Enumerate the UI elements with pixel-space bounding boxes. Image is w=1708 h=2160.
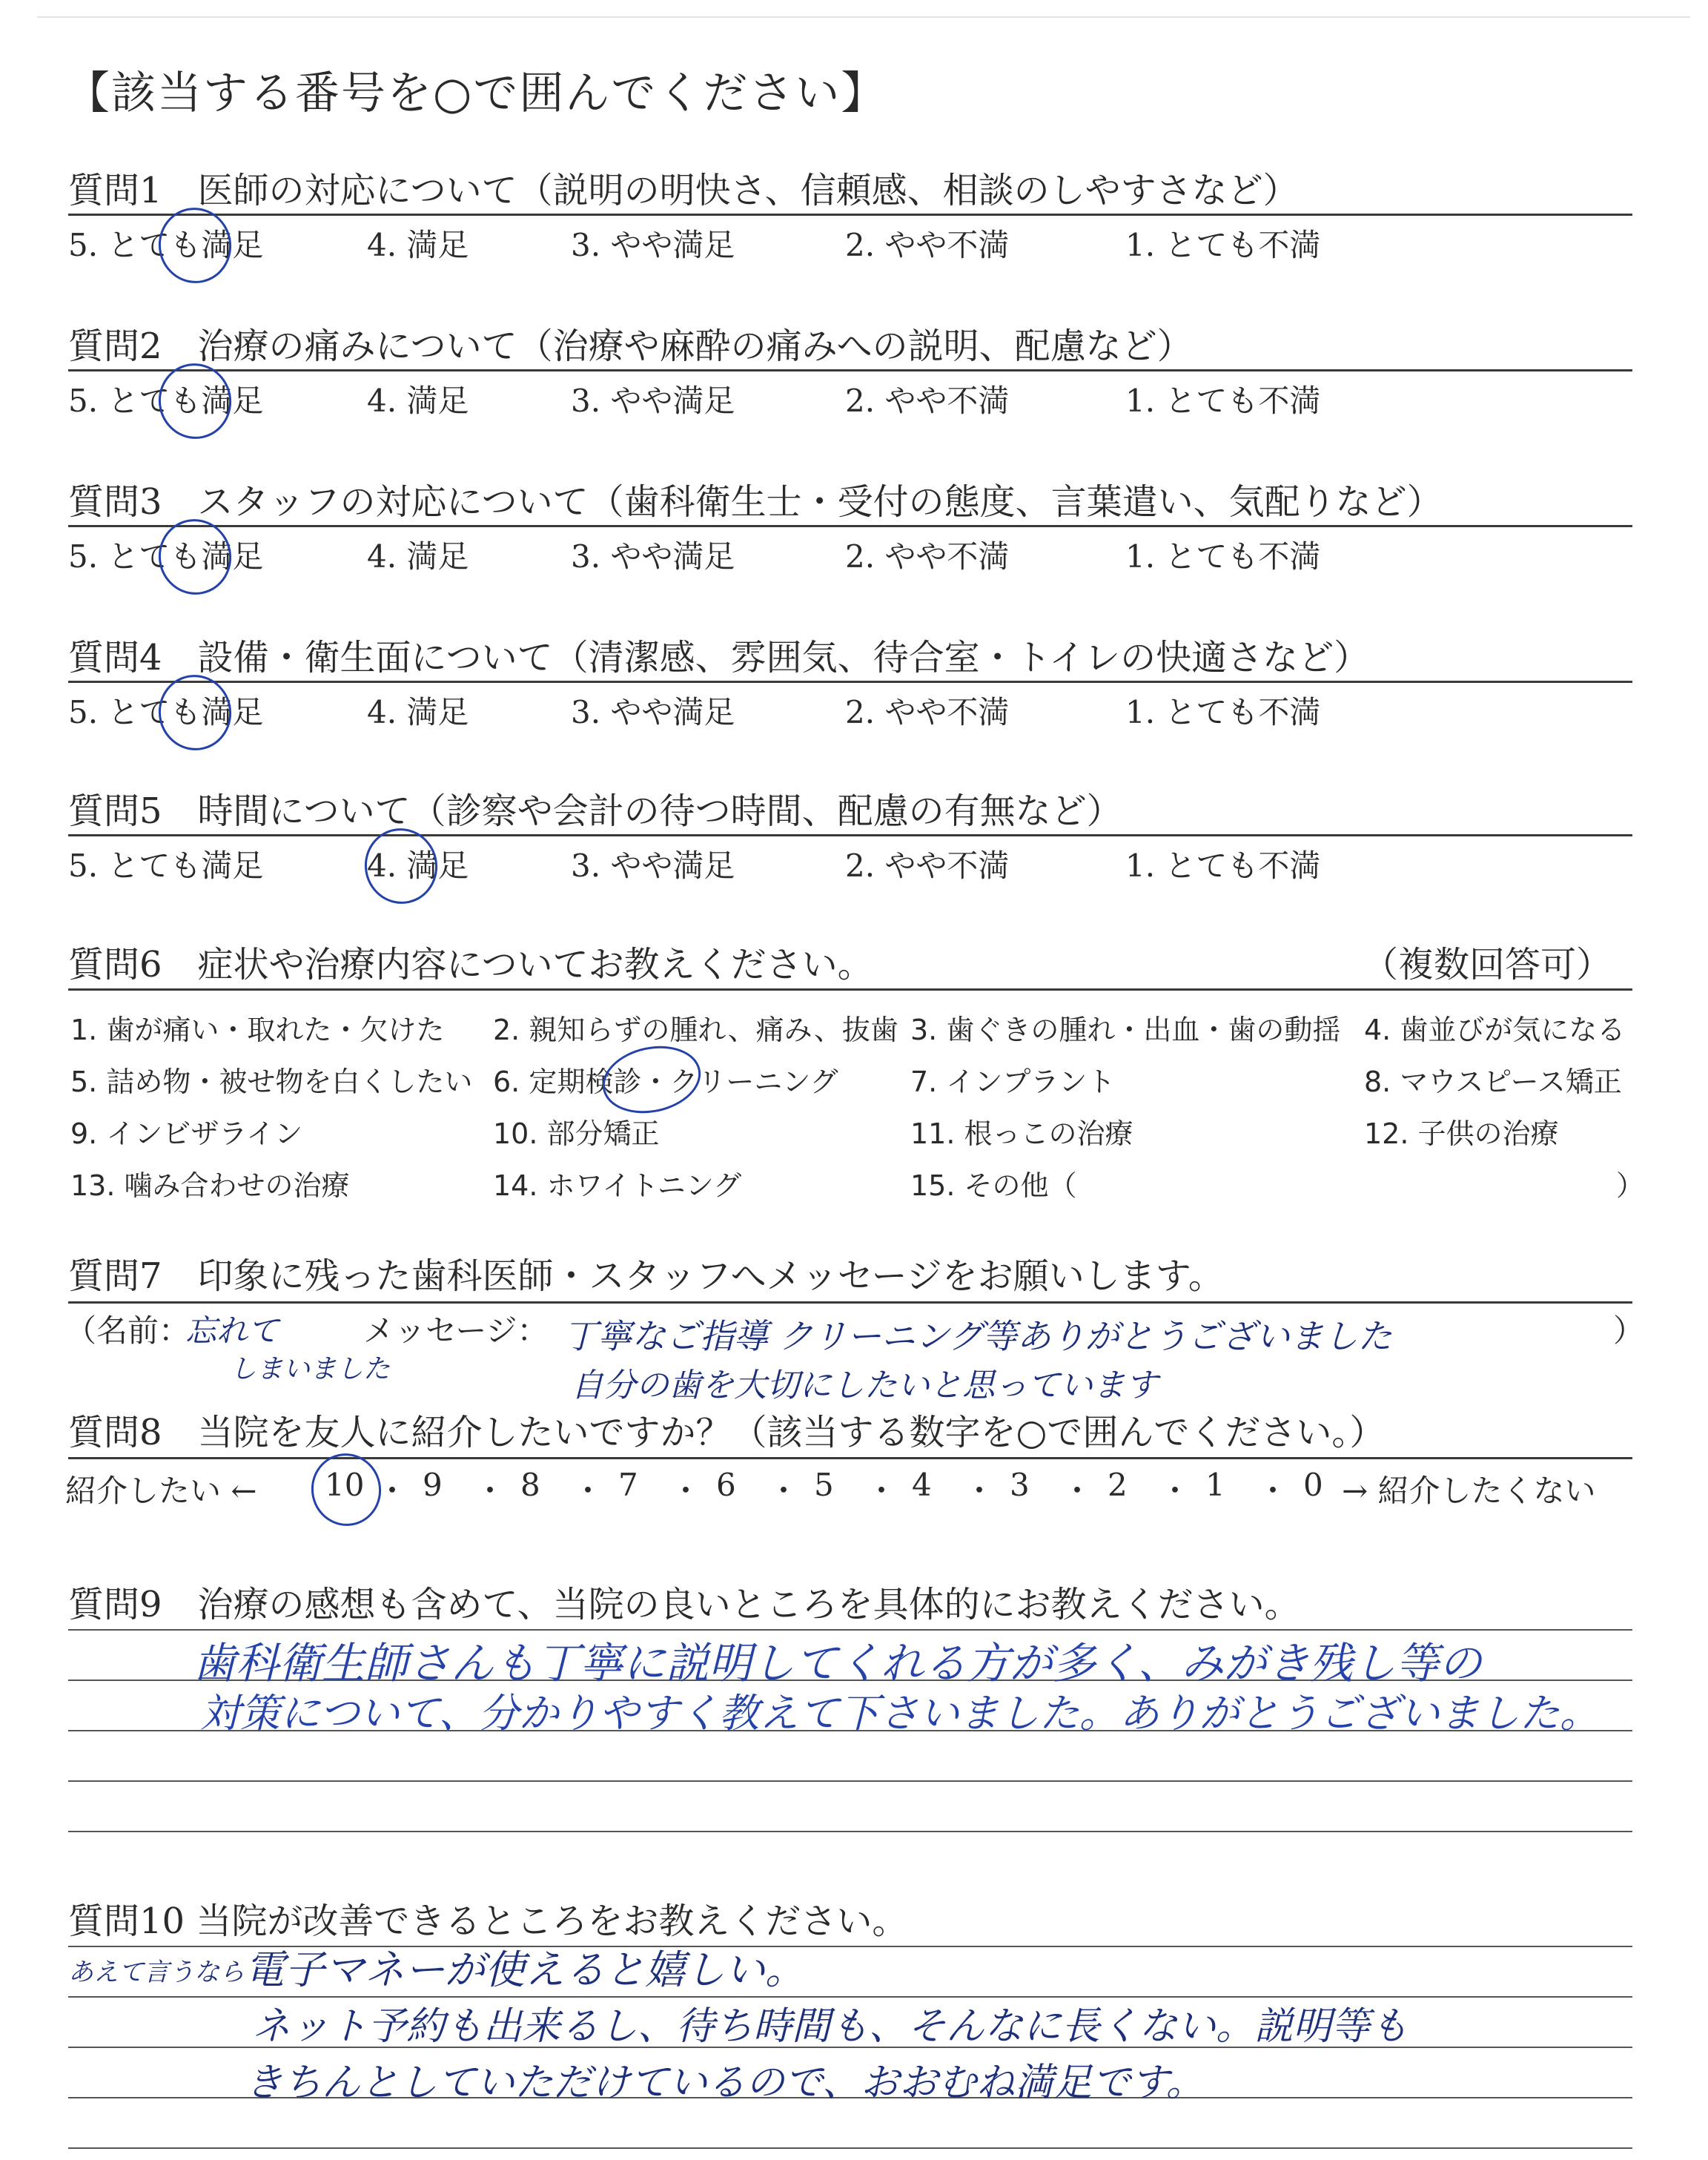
q6-note: （複数回答可）	[1363, 944, 1612, 985]
q8-separator: ・	[1257, 1473, 1289, 1509]
q2-rule	[68, 369, 1632, 371]
q4-rule	[68, 681, 1632, 683]
q5-option-3[interactable]: 3. やや満足	[571, 848, 735, 884]
q8-left-label: 紹介したい ←	[65, 1473, 257, 1509]
q7-close-paren: ）	[1613, 1312, 1645, 1349]
q7-rule	[68, 1301, 1632, 1304]
q7-message-line-2: 自分の歯を大切にしたいと思っています	[571, 1367, 1158, 1404]
q6-rule	[68, 988, 1632, 991]
q8-separator: ・	[768, 1473, 800, 1509]
q1-option-4[interactable]: 4. 満足	[367, 227, 469, 263]
page-heading: 【該当する番号を○で囲んでください】	[65, 67, 887, 119]
q8-scale-5[interactable]: 5	[814, 1467, 834, 1503]
q8-right-label: → 紹介したくない	[1342, 1473, 1596, 1509]
q3-option-4[interactable]: 4. 満足	[367, 538, 469, 575]
q10-answer-line-3: きちんとしていただけているので、おおむね満足です。	[245, 2061, 1205, 2105]
q8-separator: ・	[1159, 1473, 1191, 1509]
q6-selection-circle	[596, 1037, 706, 1122]
q1-option-2[interactable]: 2. やや不満	[845, 227, 1010, 263]
q6-title: 質問6 症状や治療内容についてお教えください。	[68, 944, 873, 985]
q8-rule	[68, 1457, 1632, 1459]
q6-option-13[interactable]: 13. 噛み合わせの治療	[70, 1169, 350, 1202]
q8-scale-10[interactable]: 10	[325, 1467, 365, 1503]
q2-option-5[interactable]: 5. とても満足	[68, 383, 264, 419]
q10-title: 質問10 当院が改善できるところをお教えください。	[68, 1900, 908, 1942]
q6-option-12[interactable]: 12. 子供の治療	[1364, 1117, 1559, 1150]
q6-option-1[interactable]: 1. 歯が痛い・取れた・欠けた	[70, 1014, 445, 1046]
q6-option-9[interactable]: 9. インビザライン	[70, 1117, 303, 1150]
q6-option-15[interactable]: 15. その他（	[910, 1169, 1077, 1202]
q8-separator: ・	[572, 1473, 604, 1509]
q8-scale-1[interactable]: 1	[1205, 1467, 1225, 1503]
q8-scale-7[interactable]: 7	[618, 1467, 638, 1503]
q8-scale-0[interactable]: 0	[1303, 1467, 1323, 1503]
q8-separator: ・	[866, 1473, 898, 1509]
q4-option-3[interactable]: 3. やや満足	[571, 694, 735, 730]
q9-title: 質問9 治療の感想も含めて、当院の良いところを具体的にお教えください。	[68, 1584, 1300, 1625]
q9-rule-4	[68, 1780, 1632, 1782]
q4-option-2[interactable]: 2. やや不満	[845, 694, 1010, 730]
q2-option-3[interactable]: 3. やや満足	[571, 383, 735, 419]
top-border	[37, 16, 1690, 18]
q7-name-value-2: しまいました	[230, 1354, 391, 1384]
q7-name-label: （名前：	[65, 1312, 191, 1349]
q6-option-2[interactable]: 2. 親知らずの腫れ、痛み、抜歯	[493, 1014, 898, 1046]
q8-scale-8[interactable]: 8	[520, 1467, 540, 1503]
q8-separator: ・	[964, 1473, 996, 1509]
q10-rule-5	[68, 2147, 1632, 2149]
q3-title: 質問3 スタッフの対応について（歯科衛生士・受付の態度、言葉遣い、気配りなど）	[68, 481, 1443, 523]
q8-scale-6[interactable]: 6	[716, 1467, 736, 1503]
q8-separator: ・	[1062, 1473, 1093, 1509]
q10-answer-prefix: あえて言うなら	[68, 1958, 245, 1987]
q8-scale-4[interactable]: 4	[912, 1467, 932, 1503]
q5-option-1[interactable]: 1. とても不満	[1125, 848, 1321, 884]
q2-option-1[interactable]: 1. とても不満	[1125, 383, 1321, 419]
q2-title: 質問2 治療の痛みについて（治療や麻酔の痛みへの説明、配慮など）	[68, 326, 1193, 367]
q7-name-value: 忘れて	[185, 1312, 279, 1349]
q4-title: 質問4 設備・衛生面について（清潔感、雰囲気、待合室・トイレの快適さなど）	[68, 637, 1370, 678]
q5-option-2[interactable]: 2. やや不満	[845, 848, 1010, 884]
q8-scale-3[interactable]: 3	[1010, 1467, 1030, 1503]
q4-option-5[interactable]: 5. とても満足	[68, 694, 264, 730]
q6-option-6[interactable]: 6. 定期検診・クリーニング	[493, 1066, 838, 1098]
q2-option-4[interactable]: 4. 満足	[367, 383, 469, 419]
q7-message-line-1: 丁寧なご指導 クリーニング等ありがとうございました	[563, 1316, 1392, 1356]
q4-option-1[interactable]: 1. とても不満	[1125, 694, 1321, 730]
q1-option-5[interactable]: 5. とても満足	[68, 227, 264, 263]
q5-option-4[interactable]: 4. 満足	[367, 848, 469, 884]
q1-rule	[68, 214, 1632, 216]
q8-selection-circle	[305, 1447, 388, 1532]
q8-separator: ・	[670, 1473, 702, 1509]
q8-title: 質問8 当院を友人に紹介したいですか？（該当する数字を○で囲んでください。）	[68, 1412, 1386, 1453]
q6-option-4[interactable]: 4. 歯並びが気になる	[1364, 1014, 1626, 1046]
q8-separator: ・	[474, 1473, 506, 1509]
q5-rule	[68, 834, 1632, 836]
q5-option-5[interactable]: 5. とても満足	[68, 848, 264, 884]
q1-option-3[interactable]: 3. やや満足	[571, 227, 735, 263]
q7-message-label: メッセージ：	[363, 1312, 549, 1349]
q2-option-2[interactable]: 2. やや不満	[845, 383, 1010, 419]
q6-option-7[interactable]: 7. インプラント	[910, 1066, 1116, 1098]
q9-answer-line-1: 歯科衛生師さんも丁寧に説明してくれる方が多く、みがき残し等の	[193, 1638, 1482, 1688]
q6-option-8[interactable]: 8. マウスピース矯正	[1364, 1066, 1622, 1098]
q3-option-1[interactable]: 1. とても不満	[1125, 538, 1321, 575]
q3-rule	[68, 525, 1632, 527]
q9-answer-line-2: 対策について、分かりやすく教えて下さいました。ありがとうございました。	[200, 1690, 1600, 1737]
q6-option-10[interactable]: 10. 部分矯正	[493, 1117, 660, 1150]
q7-title: 質問7 印象に残った歯科医師・スタッフへメッセージをお願いします。	[68, 1255, 1224, 1297]
q6-option-3[interactable]: 3. 歯ぐきの腫れ・出血・歯の動揺	[910, 1014, 1341, 1046]
q10-answer-line-2: ネット予約も出来るし、待ち時間も、そんなに長くない。説明等も	[252, 2004, 1409, 2049]
q5-title: 質問5 時間について（診察や会計の待つ時間、配慮の有無など）	[68, 790, 1122, 832]
q4-option-4[interactable]: 4. 満足	[367, 694, 469, 730]
q10-answer-line-1: 電子マネーが使えると嬉しい。	[245, 1946, 805, 1993]
q8-scale-2[interactable]: 2	[1108, 1467, 1128, 1503]
q6-option-5[interactable]: 5. 詰め物・被せ物を白くしたい	[70, 1066, 473, 1098]
q1-title: 質問1 医師の対応について（説明の明快さ、信頼感、相談のしやすさなど）	[68, 170, 1299, 211]
q6-option-11[interactable]: 11. 根っこの治療	[910, 1117, 1133, 1150]
q1-option-1[interactable]: 1. とても不満	[1125, 227, 1321, 263]
q3-option-2[interactable]: 2. やや不満	[845, 538, 1010, 575]
q6-other-close: ）	[1616, 1169, 1645, 1202]
q6-option-14[interactable]: 14. ホワイトニング	[493, 1169, 742, 1202]
q9-rule-5	[68, 1831, 1632, 1832]
q8-separator: ・	[377, 1473, 408, 1509]
q3-option-3[interactable]: 3. やや満足	[571, 538, 735, 575]
q8-scale-9[interactable]: 9	[423, 1467, 443, 1503]
q3-option-5[interactable]: 5. とても満足	[68, 538, 264, 575]
